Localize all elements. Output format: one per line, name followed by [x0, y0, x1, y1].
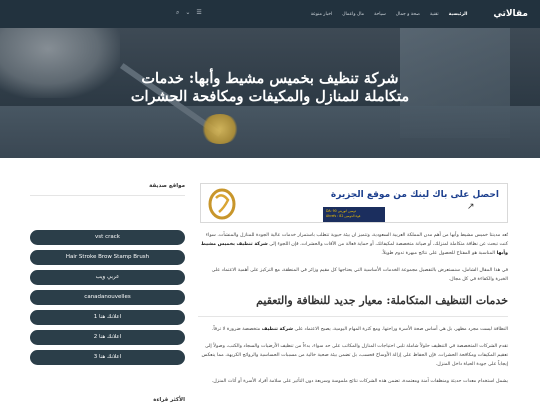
sidebar-link-arabi-web[interactable]: عربي ويب [30, 270, 185, 285]
ad-rate-line2: Ahrefs : 82 قوة الدومين [326, 214, 361, 218]
aljazeera-logo-icon [207, 188, 237, 220]
nav-item-home[interactable]: الرئيسية [448, 11, 468, 17]
page-title [130, 70, 410, 106]
top-navbar [0, 0, 540, 28]
nav-item-misc-news[interactable]: اخبار منوعة [310, 11, 333, 17]
article-paragraph-4: تقدم الشركات المتخصصة في التنظيف حلولاً شاملة تلبي احتياجات المنازل والمكاتب على حد سواء، بدءاً من تنظيف الأرضيات والسجاد والكنب، وصولاً إلى تعقيم المكيفات ومكافحة الحشرات. فإن الحفاظ على إزالة الأوساخ فحسب، بل تضمن بيئة صحية خالية من مسببات الحساسية والروائح الكريهة، مما ينعكس إيجاباً على جودة الحياة داخل المنزل. [201, 344, 508, 367]
hero-banner [0, 28, 540, 158]
most-read-heading: الأكثر قراءة [153, 397, 185, 403]
nav-item-business[interactable]: مال واعمال [342, 11, 365, 17]
sidebar-link-ad-3[interactable]: اعلانك هنا 3 [30, 350, 185, 365]
sidebar-link-hair-stroke[interactable]: Hair Stroke Brow Stamp Brush [30, 250, 185, 265]
page-title-line2: متكاملة للمنازل والمكيفات ومكافحة الحشرات [130, 88, 410, 105]
paragraph-1-bold: شركة تنظيف بخميس مشيط وأبها [201, 242, 508, 256]
article-paragraph-2: في هذا المقال الشامل، سنستعرض بالتفصيل مجموعة الخدمات الأساسية التي يحتاجها كل مقيم وزائر في المنطقة، مع التركيز على أهمية الاعتماد على الخبرة والكفاءة في كل مجال. [211, 268, 508, 282]
sidebar-link-ad-1[interactable]: اعلانك هنا 1 [30, 310, 185, 325]
sidebar-link-ad-2[interactable]: اعلانك هنا 2 [30, 330, 185, 345]
paragraph-1-text-b: المناسبة هو المفتاح للحصول على نتائج مبهرة تدوم طويلاً. [381, 251, 497, 256]
sidebar-link-canadanouvelles[interactable]: canadanouvelles [30, 290, 185, 305]
sidebar-link-vst-crack[interactable]: vst crack [30, 230, 185, 245]
ad-headline: احصل على باك لينك من موقع الجزيرة [330, 190, 499, 200]
search-icon[interactable]: ⌕ [176, 9, 180, 16]
ad-rate-line1: DA: 90 دومين اتوريتي [326, 209, 357, 213]
hero-background-person [0, 28, 120, 98]
article-paragraph-3 [198, 325, 508, 334]
paragraph-3-text-a: النظافة ليست مجرد مظهر، بل هي أساس صحة الأسرة وراحتها. ومع كثرة المهام اليومية، يصبح الاعتماد على [292, 327, 508, 332]
cursor-icon: ↗ [467, 202, 475, 212]
article-paragraph-1 [198, 231, 508, 258]
paragraph-3-bold: شركة تنظيف [261, 327, 293, 332]
friend-sites-heading: مواقع صديقة [30, 183, 185, 196]
nav-item-tech[interactable]: تقنية [430, 11, 439, 17]
article-paragraph-5: يشمل استخدام معدات حديثة ومنظفات آمنة ومعتمدة، تضمن هذه الشركات نتائج ملموسة وسريعة دون التأثير على سلامة أفراد الأسرة أو أثاث المنزل. [211, 379, 508, 384]
sidebar [30, 183, 185, 403]
article-body [198, 183, 508, 386]
paragraph-3-text-b: متخصصة ضرورة لا ترفاً. [211, 327, 262, 332]
article-subheading: خدمات التنظيف المتكاملة: معيار جديد للنظافة والتعقيم [256, 294, 508, 307]
nav-tools [176, 9, 202, 17]
nav-item-health-beauty[interactable]: صحة و جمال [395, 11, 420, 17]
ad-rate-box [323, 207, 385, 222]
hero-cleaning-tool [200, 114, 240, 144]
main-menu [311, 12, 468, 17]
divider [198, 316, 508, 317]
page-title-line1: شركة تنظيف بخميس مشيط وأبها: خدمات [141, 70, 399, 87]
chevron-down-icon[interactable]: ⌄ [185, 9, 191, 16]
hero-background-floor [0, 106, 540, 158]
paragraph-1-text-a: تُعد مدينتا خميس مشيط وأبها من أهم مدن المملكة العربية السعودية، وتتميز ان بيئة حيوية تتطلب باستمرار خدمات عالية الجودة للمنازل والمنشآت. سواء كنت تبحث عن نظافة متكاملة لمنزلك، أو صيانة متخصصة لمكيفاتك، أو حماية فعالة من الآفات والحشرات، فإن اللجوء إلى [205, 233, 508, 247]
nav-item-tourism[interactable]: سياحة [374, 11, 386, 17]
menu-icon[interactable]: ☰ [196, 9, 202, 16]
site-brand[interactable]: مقالاتي [493, 9, 528, 19]
ad-banner[interactable] [200, 183, 508, 223]
